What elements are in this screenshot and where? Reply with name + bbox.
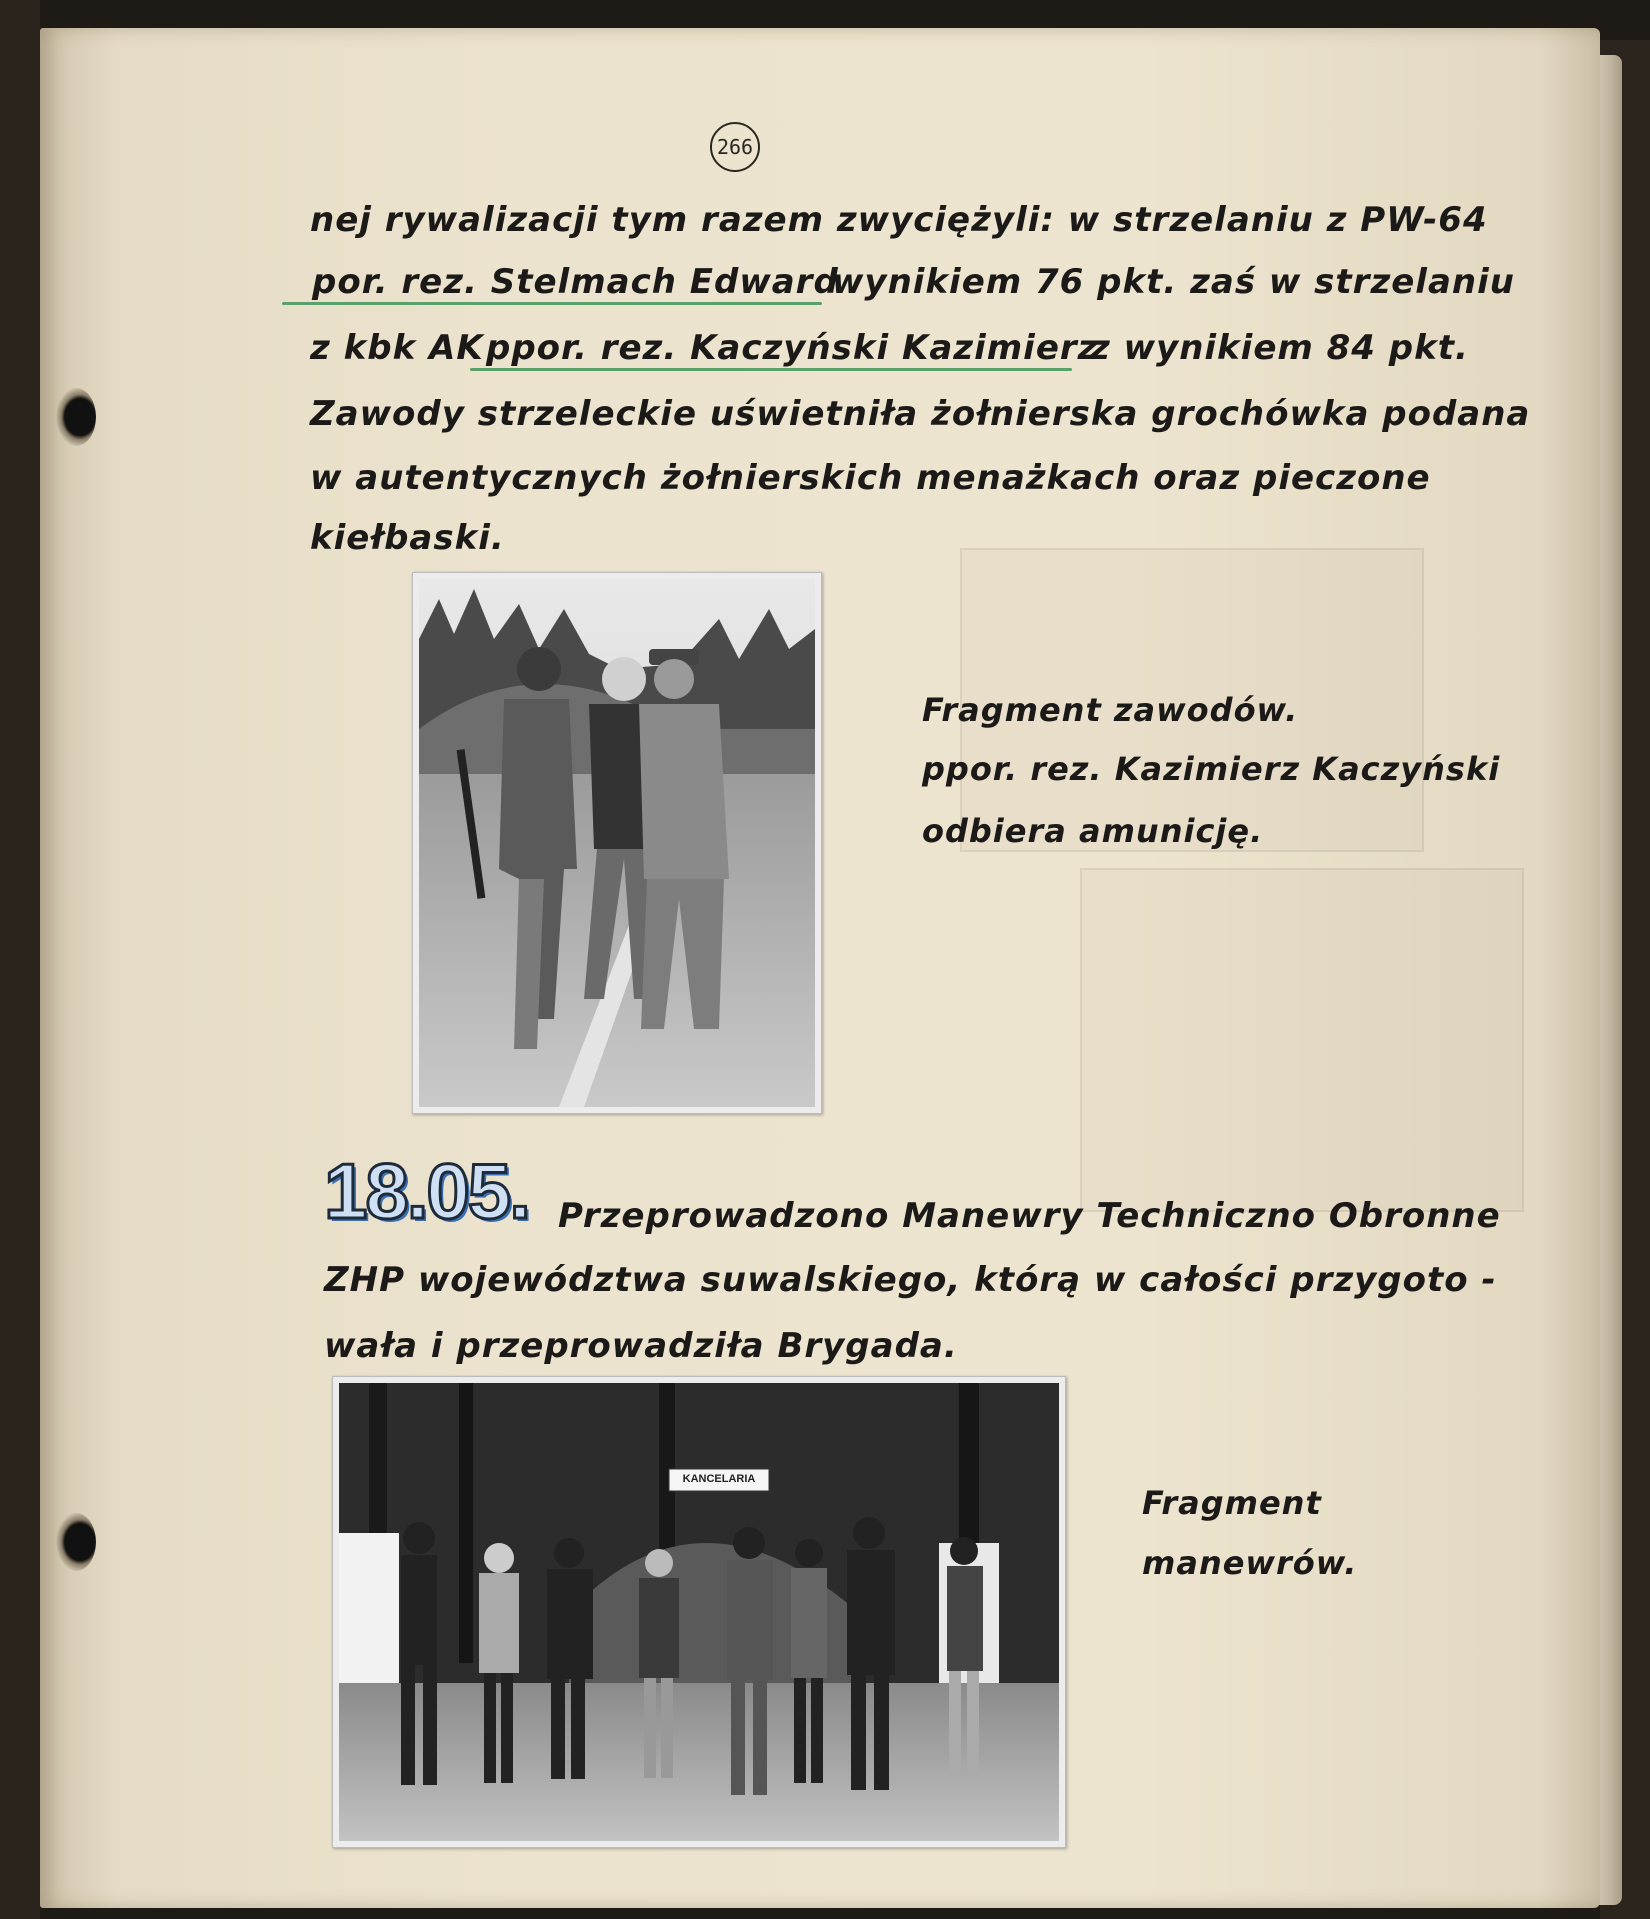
photo-image <box>419 579 815 1107</box>
text-line: wynikiem 76 pkt. zaś w strzelaniu <box>832 262 1515 302</box>
text-line: Przeprowadzono Manewry Techniczno Obronne <box>558 1196 1501 1236</box>
photo1-caption-line: odbiera amunicję. <box>922 812 1264 850</box>
underlined-name: por. rez. Stelmach Edward <box>312 262 839 302</box>
show-through-area <box>1080 868 1524 1212</box>
green-underline <box>282 302 822 305</box>
text-line: nej rywalizacji tym razem zwyciężyli: w strzelaniu z PW-64 <box>310 200 1488 240</box>
green-underline <box>470 368 1072 371</box>
binder-hole-icon <box>56 388 96 446</box>
text-line: z wynikiem 84 pkt. <box>1090 328 1469 368</box>
text-line: w autentycznych żołnierskich menażkach oraz pieczone <box>310 458 1431 498</box>
photo-shooting-competition <box>412 572 822 1114</box>
tent-sign: KANCELARIA <box>682 1473 756 1485</box>
photo-manoeuvres <box>332 1376 1066 1848</box>
photo2-caption-line: Fragment <box>1142 1484 1322 1522</box>
photo-illustration <box>419 579 815 1107</box>
photo-illustration <box>339 1383 1059 1841</box>
photo1-caption-line: ppor. rez. Kazimierz Kaczyński <box>922 750 1501 788</box>
page-number: 266 <box>710 122 760 172</box>
text-line: Zawody strzeleckie uświetniła żołnierska grochówka podana <box>310 394 1531 434</box>
text-line: wała i przeprowadziła Brygada. <box>324 1326 958 1366</box>
photo-image <box>339 1383 1059 1841</box>
binder-hole-icon <box>56 1513 96 1571</box>
photo1-caption-line: Fragment zawodów. <box>922 691 1299 729</box>
photo2-caption-line: manewrów. <box>1142 1544 1358 1582</box>
text-line: z kbk AK <box>310 328 484 368</box>
entry-date: 18.05. <box>324 1147 529 1235</box>
text-line: ZHP województwa suwalskiego, którą w całości przygoto - <box>324 1260 1497 1300</box>
underlined-name: ppor. rez. Kaczyński Kazimierz <box>486 328 1099 368</box>
binder-spine <box>0 0 40 1919</box>
text-line: kiełbaski. <box>310 518 505 558</box>
